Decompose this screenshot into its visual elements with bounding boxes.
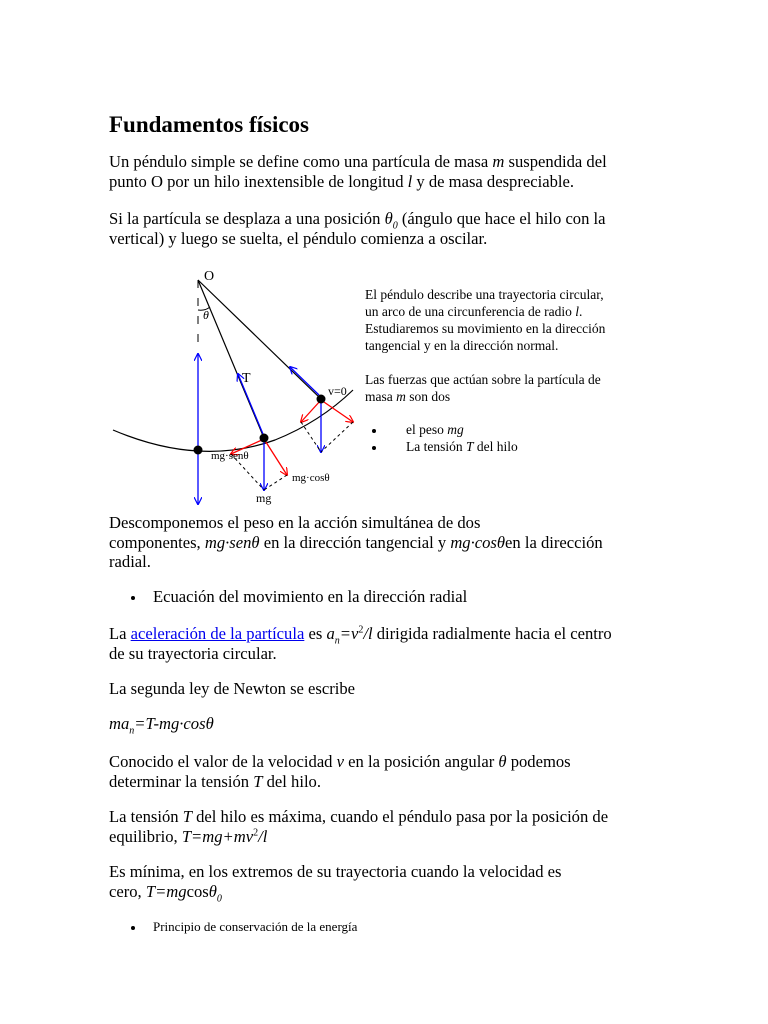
paragraph-velocity: Conocido el valor de la velocidad v en la posición angular θ podemos determinar la tensión T del hilo.: [109, 752, 571, 791]
pendulum-diagram: [105, 262, 365, 512]
weight-label: mg: [256, 491, 272, 505]
pivot-label-O: O: [204, 269, 215, 284]
radial-component-extreme: [321, 400, 353, 422]
list-item: La tensión T del hilo: [372, 438, 662, 455]
side-forces: Las fuerzas que actúan sobre la partícula de masa m son dos: [365, 372, 601, 404]
bob-current: [260, 434, 269, 443]
angle-label: θ: [203, 308, 209, 322]
side-description: El péndulo describe una trayectoria circular, un arco de una circunferencia de radio l. Estudiaremos su movimiento en la dirección tangencial y en la dirección normal.: [365, 287, 606, 353]
section-bullet-energy: Principio de conservación de la energía: [131, 918, 357, 935]
tension-arrow-extreme: [290, 367, 319, 395]
paragraph-decomposition: Descomponemos el peso en la acción simultánea de dos componentes, mg·senθ en la dirección tangencial y mg·cosθen la dirección radial.: [109, 513, 603, 571]
paragraph-newton: La segunda ley de Newton se escribe: [109, 679, 356, 698]
velocity-zero-label: v=0: [328, 384, 347, 398]
string-extreme: [198, 280, 321, 399]
acceleration-link[interactable]: aceleración de la partícula: [130, 624, 305, 643]
bob-extreme: [317, 395, 326, 404]
page-title: Fundamentos físicos: [109, 112, 309, 137]
paragraph-definition: Un péndulo simple se define como una partícula de masa m suspendida del punto O por un hilo inextensible de longitud l y de masa despreciable.: [109, 152, 607, 191]
paragraph-displacement: Si la partícula se desplaza a una posición $\theta_0$ (ángulo que hace el hilo con la vertical) y luego se suelta, el péndulo comienza a oscilar.: [109, 209, 606, 248]
equation-newton: $ma_n=T-mg\cdot\cos\theta$: [109, 714, 214, 737]
paragraph-max-tension: La tensión T del hilo es máxima, cuando el péndulo pasa por la posición de equilibrio, $T=mg+mv^2/l$: [109, 807, 609, 846]
force-list: [372, 421, 662, 455]
tension-label: T: [242, 371, 251, 386]
radial-label: mg·cosθ: [292, 472, 330, 484]
bob-equilibrium: [194, 446, 203, 455]
tangential-component-extreme: [301, 400, 321, 422]
paragraph-acceleration: La aceleración de la partícula es $a_n=v^2/l$ dirigida radialmente hacia el centro de su trayectoria circular.: [109, 624, 612, 663]
list-item: el peso mg: [372, 421, 662, 438]
paragraph-min-tension: Es mínima, en los extremos de su trayectoria cuando la velocidad es cero, T=mgcosθ$_0$: [109, 862, 562, 904]
tangential-label: mg·senθ: [211, 450, 249, 462]
section-bullet-radial: Ecuación del movimiento en la dirección radial: [131, 587, 671, 607]
radial-component-arrow: [264, 439, 287, 475]
